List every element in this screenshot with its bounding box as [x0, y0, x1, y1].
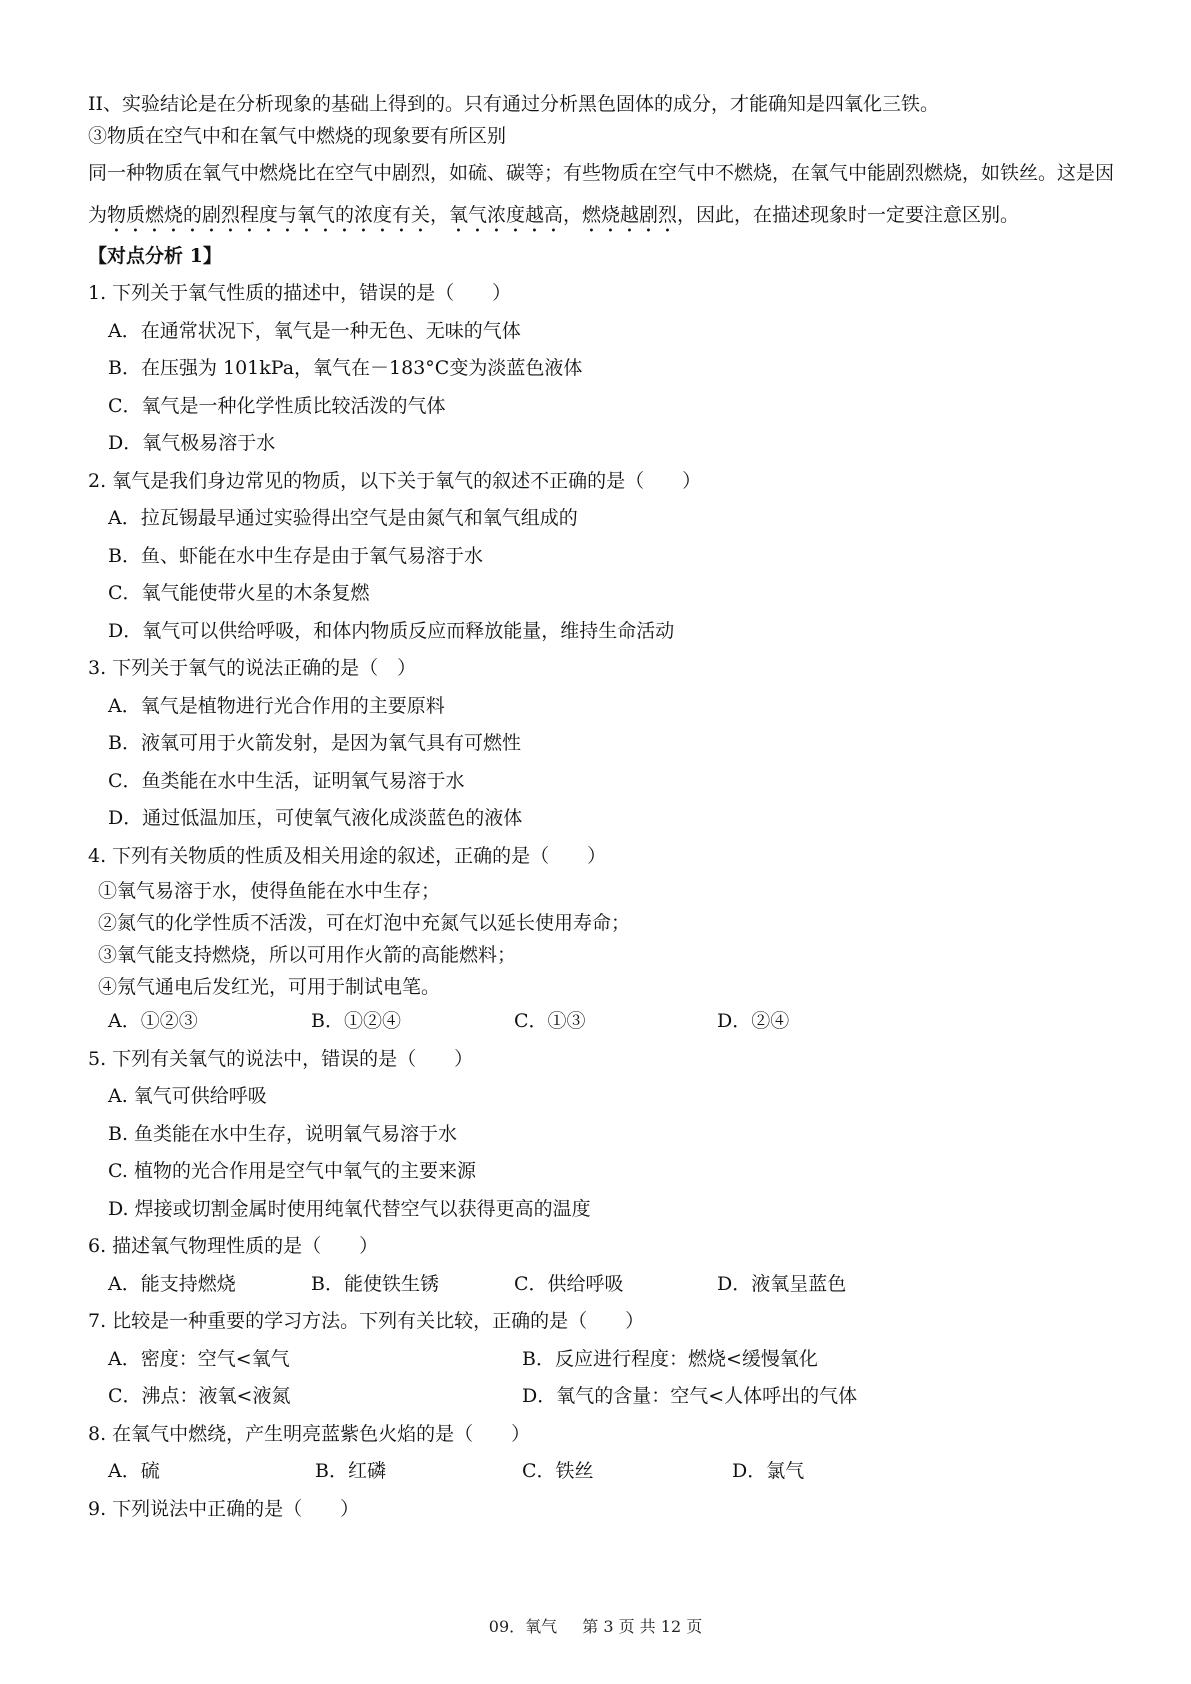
- question-stem: 8. 在氧气中燃绕，产生明亮蓝紫色火焰的是（ ）: [88, 1422, 531, 1445]
- option-b: B. 鱼类能在水中生存，说明氧气易溶于水: [108, 1122, 458, 1145]
- option-d: D．氯气: [732, 1460, 805, 1482]
- document-page: [88, 88, 1118, 1528]
- question-stem: 9. 下列说法中正确的是（ ）: [88, 1497, 360, 1520]
- option-c: C．供给呼吸: [514, 1272, 624, 1295]
- option-c: C. 植物的光合作用是空气中氧气的主要来源: [108, 1160, 476, 1182]
- option-c: C．氧气能使带火星的木条复燃: [108, 582, 370, 604]
- question-5: [88, 1041, 1118, 1229]
- option-d: D．氧气的含量：空气<人体呼出的气体: [522, 1385, 858, 1407]
- question-4: [88, 838, 1118, 1041]
- options-row-2: [88, 1378, 1118, 1416]
- question-8: [88, 1416, 1118, 1491]
- statement-2: ②氮气的化学性质不活泼，可在灯泡中充氮气以延长使用寿命；: [98, 912, 631, 934]
- options-row: [88, 1453, 1118, 1491]
- question-2: [88, 463, 1118, 651]
- intro-para-c: ，因此，在描述现象时一定要注意区别。: [677, 204, 1020, 226]
- intro-para-a: 同一种物质在氧气中燃烧比在空气中剧烈，如硫、碳等；有些物质在空气中不燃烧，在氧气中能剧烈燃烧，如铁丝。这是因为: [88, 162, 1115, 226]
- option-a: A．在通常状况下，氧气是一种无色、无味的气体: [108, 319, 521, 342]
- intro-line-2: ③物质在空气中和在氧气中燃烧的现象要有所区别: [88, 125, 507, 147]
- statement-4: ④氖气通电后发红光，可用于制试电笔。: [98, 976, 441, 998]
- option-a: A．能支持燃烧: [108, 1272, 236, 1295]
- intro-paragraph: [88, 152, 1118, 237]
- option-b: B．红磷: [315, 1460, 386, 1482]
- option-c: C．①③: [514, 1010, 586, 1032]
- footer-page-number: 第 3 页 共 12 页: [582, 1617, 703, 1636]
- option-b: B．在压强为 101kPa，氧气在－183°C变为淡蓝色液体: [108, 357, 583, 379]
- option-d: D．氧气可以供给呼吸，和体内物质反应而释放能量，维持生命活动: [108, 619, 675, 642]
- footer-doc-title: 09．氧气: [488, 1617, 558, 1636]
- section-title: 【对点分析 1】: [88, 245, 222, 267]
- option-b: B．液氧可用于火箭发射，是因为氧气具有可燃性: [108, 732, 521, 754]
- question-stem: 2. 氧气是我们身边常见的物质，以下关于氧气的叙述不正确的是（ ）: [88, 469, 702, 492]
- question-1: [88, 275, 1118, 463]
- option-a: A．①②③: [108, 1010, 198, 1032]
- option-c: C．铁丝: [522, 1460, 594, 1482]
- option-d: D. 焊接或切割金属时使用纯氧代替空气以获得更高的温度: [108, 1197, 591, 1220]
- question-stem: 4. 下列有关物质的性质及相关用途的叙述，正确的是（ ）: [88, 844, 607, 867]
- option-d: D．液氧呈蓝色: [717, 1272, 847, 1295]
- question-7: [88, 1303, 1118, 1416]
- option-d: D．氧气极易溶于水: [108, 432, 276, 454]
- option-c: C．鱼类能在水中生活，证明氧气易溶于水: [108, 769, 465, 792]
- options-row: [88, 1003, 1118, 1041]
- option-b: B．反应进行程度：燃烧<缓慢氧化: [522, 1347, 818, 1370]
- option-a: A．氧气是植物进行光合作用的主要原料: [108, 694, 445, 717]
- option-a: A．密度：空气<氧气: [108, 1347, 290, 1370]
- statement-1: ①氧气易溶于水，使得鱼能在水中生存；: [98, 880, 441, 902]
- intro-line-1: II、实验结论是在分析现象的基础上得到的。只有通过分析黑色固体的成分，才能确知是四氧化三铁。: [88, 93, 940, 115]
- question-stem: 7. 比较是一种重要的学习方法。下列有关比较，正确的是（ ）: [88, 1310, 645, 1332]
- question-stem: 6. 描述氧气物理性质的是（ ）: [88, 1235, 379, 1257]
- option-a: A．拉瓦锡最早通过实验得出空气是由氮气和氧气组成的: [108, 507, 578, 529]
- intro-para-emphasis: 物质燃烧的剧烈程度与氧气的浓度有关，氧气浓度越高，燃烧越剧烈: [107, 204, 678, 226]
- question-6: [88, 1228, 1118, 1303]
- option-b: B．鱼、虾能在水中生存是由于氧气易溶于水: [108, 544, 483, 567]
- option-d: D．②④: [717, 1010, 790, 1032]
- question-stem: 1. 下列关于氧气性质的描述中，错误的是（ ）: [88, 282, 512, 304]
- question-stem: 3. 下列关于氧气的说法正确的是（ ）: [88, 657, 417, 679]
- options-row-1: [88, 1341, 1118, 1379]
- options-row: [88, 1266, 1118, 1304]
- question-stem: 5. 下列有关氧气的说法中，错误的是（ ）: [88, 1047, 474, 1070]
- option-a: A．硫: [108, 1460, 160, 1482]
- question-9: [88, 1491, 1118, 1529]
- option-c: C．沸点：液氧<液氮: [108, 1385, 291, 1407]
- option-d: D．通过低温加压，可使氧气液化成淡蓝色的液体: [108, 807, 523, 829]
- option-a: A. 氧气可供给呼吸: [108, 1085, 267, 1107]
- page-footer: [0, 1614, 1191, 1637]
- statement-3: ③氧气能支持燃烧，所以可用作火箭的高能燃料；: [98, 944, 517, 966]
- option-b: B．能使铁生锈: [311, 1272, 439, 1295]
- option-c: C．氧气是一种化学性质比较活泼的气体: [108, 394, 446, 417]
- question-3: [88, 650, 1118, 838]
- option-b: B．①②④: [311, 1010, 401, 1032]
